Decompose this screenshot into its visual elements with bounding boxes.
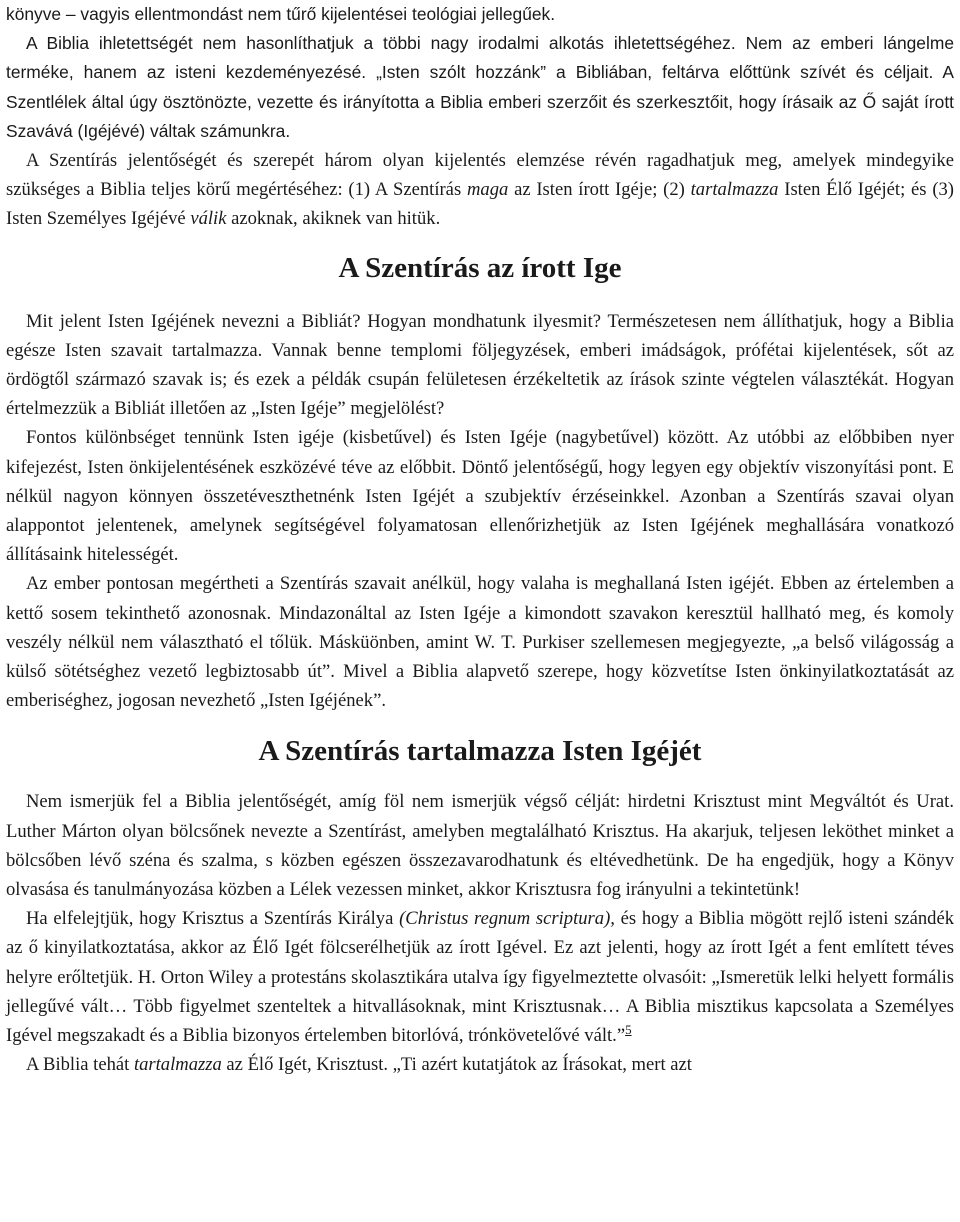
emphasis: tartalmazza xyxy=(133,1054,222,1076)
paragraph: Az ember pontosan megértheti a Szentírás szavait anélkül, hogy valaha is meghallaná Isten igéjét. Ebben az értelemben a kettő sosem tekinthető azonosnak. Mindazonáltal az Isten Igéje a kimondott szavakon keresztül hallható meg, és komoly veszély nélkül nem választható el tőlük. Másküönben, amint W. T. Purkiser szellemesen megjegyezte, „a belső világosság a külső sötétséghez vezető legbiztosabb út”. Mivel a Biblia alapvető szerepe, hogy közvetítse Isten önkinyilatkoztatását az emberiséghez, jogosan nevezhető „Isten Igéjének”. xyxy=(6,573,954,712)
emphasis: (Christus regnum scriptura), xyxy=(399,908,615,930)
emphasis: maga xyxy=(466,179,509,201)
emphasis: válik xyxy=(190,208,227,230)
paragraph: Nem ismerjük fel a Biblia jelentőségét, amíg föl nem ismerjük végső célját: hirdetni Krisztust mint Megváltót és Urat. Luther Márton olyan bölcsőnek nevezte a Szentírást, amelyben megtalálható Krisztus. Ha akarjuk, teljesen leköthet minket a bölcsőben lévő széna és szalma, s közben egészen összezavarodhatunk és eltévedhetünk. De ha engedjük, hogy a Könyv olvasása és tanulmányozása közben a Lélek vezessen minket, akkor Krisztusra fog irányulni a tekintetünk! xyxy=(6,791,954,901)
paragraph: Mit jelent Isten Igéjének nevezni a Bibliát? Hogyan mondhatunk ilyesmit? Természetesen nem állíthatjuk, hogy a Biblia egésze Isten szavait tartalmazza. Vannak benne templomi följegyzések, emberi imádságok, prófétai kijelentések, sőt az ördögtől származó szavak is; és ezek a példák csupán felületesen érzékeltetik az írások szinte végtelen választékát. Hogyan értelmezzük a Bibliát illetően az „Isten Igéje” megjelölést? xyxy=(6,310,954,420)
paragraph: A Biblia tehát tartalmazza az Élő Igét, Krisztust. „Ti azért kutatjátok az Írásokat, mert azt xyxy=(26,1054,692,1076)
paragraph-line: könyve – vagyis ellentmondást nem tűrő kijelentései teológiai jellegűek. xyxy=(6,4,556,24)
paragraph: A Biblia ihletettségét nem hasonlíthatjuk a többi nagy irodalmi alkotás ihletettségéhez. Nem az emberi lángelme terméke, hanem az isteni kezdeményezésé. „Isten szólt hozzánk” a Bibliában, feltárva előttünk szívét és céljait. A Szentlélek által úgy ösztönözte, vezette és irányította a Biblia emberi szerzőit és szerkesztőit, hogy írásaik az Ő saját írott Szavává (Igéjévé) váltak számunkra. xyxy=(6,33,954,141)
emphasis: tartalmazza xyxy=(690,179,779,201)
section-heading: A Szentírás tartalmazza Isten Igéjét xyxy=(258,735,702,768)
paragraph: Ha elfelejtjük, hogy Krisztus a Szentírás Királya (Christus regnum scriptura), és hogy a Biblia mögött rejlő isteni szándék az ő kinyilatkoztatása, akkor az Élő Igét fölcserélhetjük az írott Igével. Ez azt jelenti, hogy az írott Igét a fent említett téves helyre erőltetjük. H. Orton Wiley a protestáns skolasztikára utalva így figyelmeztette olvasóit: „Ismeretük lelki helyett formális jellegűvé vált… Több figyelmet szenteltek a hitvallásoknak, mint Krisztusnak… A Biblia misztikus kapcsolata a Személyes Igével megszakadt és a Biblia bizonyos értelemben bitorlóvá, trónkövetelővé vált.”$^5$ xyxy=(6,908,954,1047)
paragraph: A Szentírás jelentőségét és szerepét három olyan kijelentés elemzése révén ragadhatjuk meg, amelyek mindegyike szükséges a Biblia teljes körű megértéséhez: (1) A Szentírás maga az Isten írott Igéje; (2) tartalmazza Isten Élő Igéjét; és (3) Isten Személyes Igéjévé válik azoknak, akiknek van hitük. xyxy=(6,150,955,230)
section-heading: A Szentírás az írott Ige xyxy=(338,251,622,284)
paragraph: Fontos különbséget tennünk Isten igéje (kisbetűvel) és Isten Igéje (nagybetűvel) között. Az utóbbi az előbbiben nyer kifejezést, Isten önkijelentésének eszközévé téve az előbbit. Döntő jelentőségű, hogy legyen egy objektív viszonyítási pont. E nélkül nagyon könnyen összetéveszthetnénk Isten Igéjét a szubjektív érzéseinkkel. Azonban a Szentírás szavai olyan alappontot jelentenek, amelynek segítségével folyamatosan ellenőrizhetjük az Isten Igéjének meghallására vonatkozó állításaink hitelességét. xyxy=(6,427,954,566)
footnote-link[interactable]: 5 xyxy=(625,1022,632,1038)
